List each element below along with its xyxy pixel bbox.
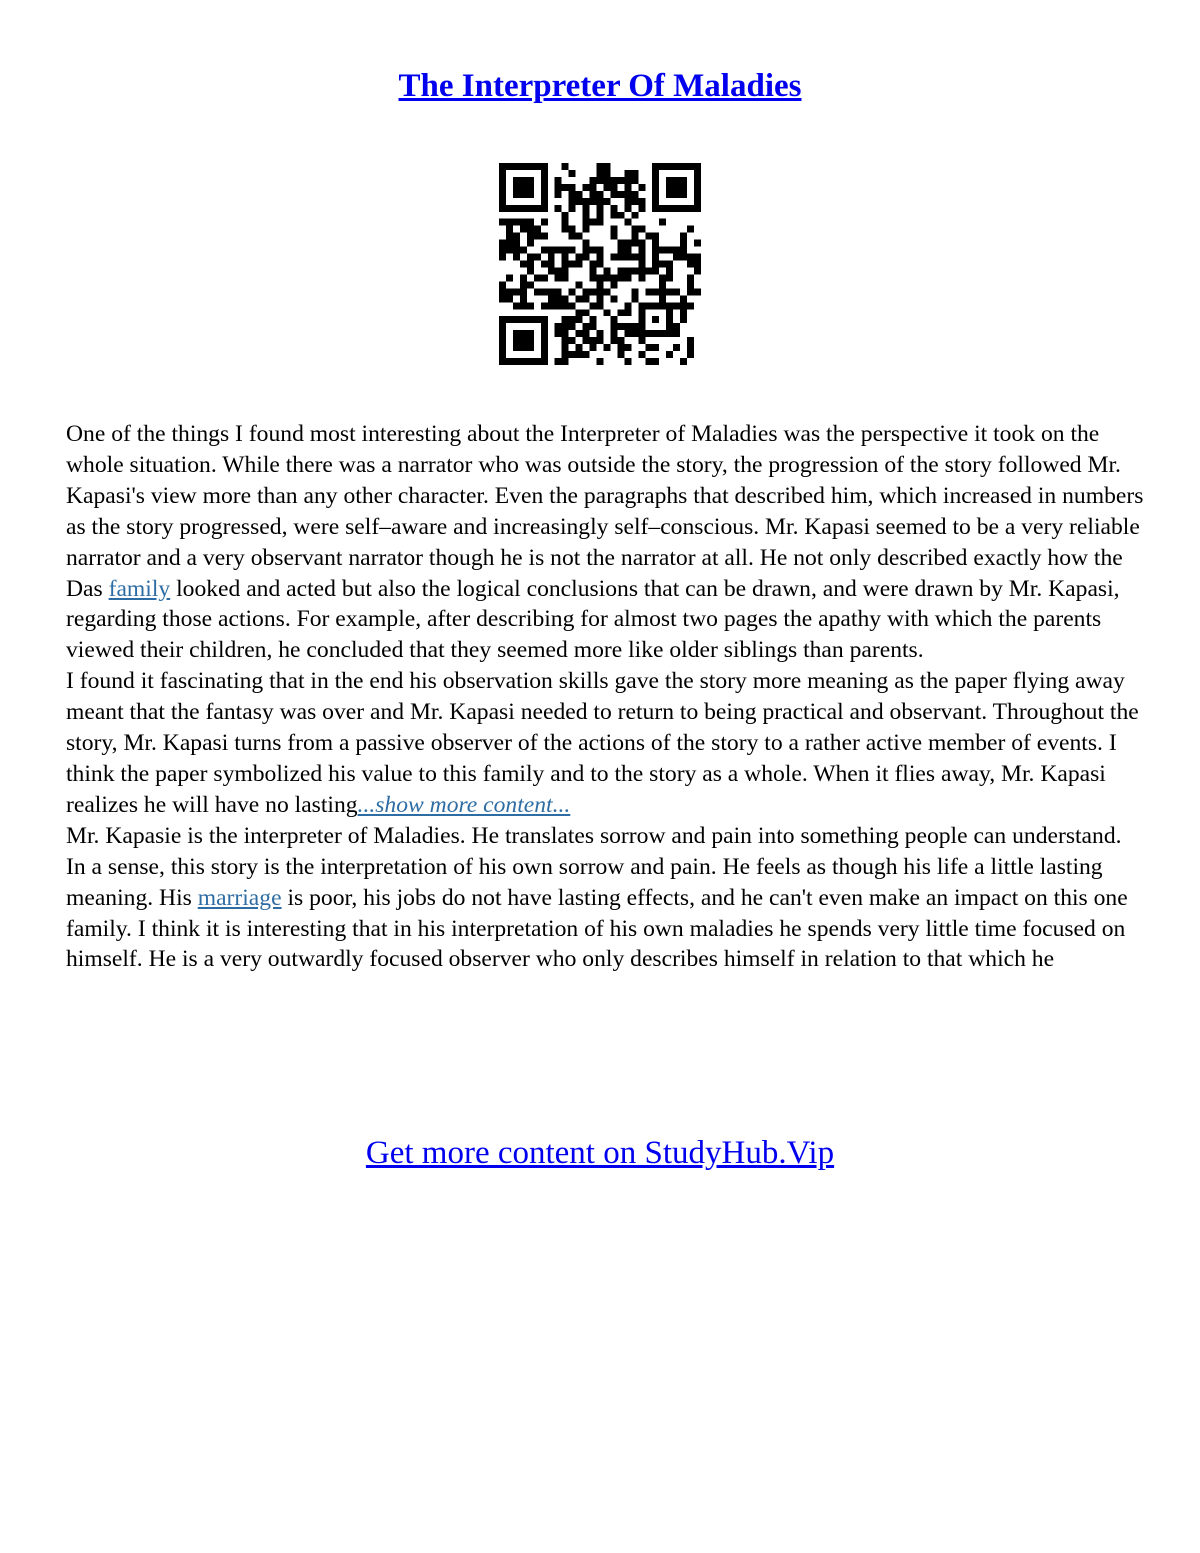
paragraph-text: Mr. Kapasie is the interpreter of Maladies. He translates sorrow and pain into something people can understand. In a sense, this story is the interpretation of his own sorrow and pain. He feels as though his life a little lasting meaning. His (66, 822, 1122, 911)
paragraph-text: One of the things I found most interesting about the Interpreter of Maladies was the perspective it took on the whole situation. While there was a narrator who was outside the story, the progression of the story followed Mr. Kapasi's view more than any other character. Even the paragraphs that described him, which increased in numbers as the story progressed, were self–aware and increasingly self–conscious. Mr. Kapasi seemed to be a very reliable narrator and a very observant narrator though he is not the narrator at all. He not only described exactly how the Das (66, 421, 1144, 602)
show-more-link[interactable]: ...show more content... (357, 791, 571, 818)
essay-body (66, 419, 1146, 975)
qr-code (499, 163, 701, 365)
qr-code-icon (499, 163, 701, 365)
paragraph-text: is poor, his jobs do not have lasting effects, and he can't even make an impact on this one family. I think it is interesting that in his interpretation of his own maladies he spends very little time focused on himself. He is a very outwardly focused observer who only describes himself in relation to that which he (66, 884, 1128, 973)
essay-paragraph (66, 419, 1146, 666)
paragraph-text: I found it fascinating that in the end his observation skills gave the story more meaning as the paper flying away meant that the fantasy was over and Mr. Kapasi needed to return to being practical and observant. Throughout the story, Mr. Kapasi turns from a passive observer of the actions of the story to a rather active member of events. I think the paper symbolized his value to this family and to the story as a whole. When it flies away, Mr. Kapasi realizes he will have no lasting (66, 668, 1139, 818)
essay-paragraph (66, 666, 1146, 821)
footer (0, 1131, 1200, 1175)
essay-paragraph (66, 821, 1146, 976)
footer-link[interactable]: Get more content on StudyHub.Vip (365, 1135, 835, 1171)
inline-link-marriage[interactable]: marriage (197, 884, 282, 911)
inline-link-family[interactable]: family (108, 575, 171, 602)
page-title (0, 64, 1200, 108)
title-link[interactable]: The Interpreter Of Maladies (398, 68, 802, 104)
paragraph-text: looked and acted but also the logical conclusions that can be drawn, and were drawn by Mr. Kapasi, regarding those actions. For example, after describing for almost two pages the apathy with which the parents viewed their children, he concluded that they seemed more like older siblings than parents. (66, 575, 1120, 664)
